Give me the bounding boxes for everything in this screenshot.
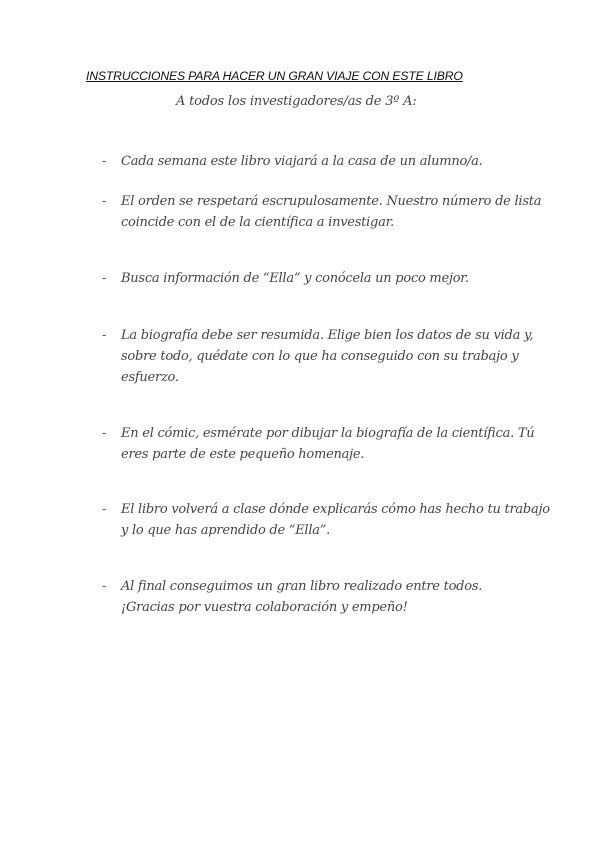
instruction-text [121, 576, 522, 618]
bullet-dash: - [102, 579, 107, 594]
instruction-line: coincide con el de la científica a investigar. [121, 215, 395, 230]
instruction-line: y lo que has aprendido de “Ella”. [121, 523, 331, 538]
instruction-line: Al final conseguimos un gran libro realizado entre todos. [121, 579, 483, 594]
instruction-line: La biografía debe ser resumida. Elige bien los datos de su vida y, [121, 328, 534, 343]
instruction-item-7 [102, 576, 522, 618]
instruction-line: Cada semana este libro viajará a la casa de un alumno/a. [121, 154, 483, 169]
instruction-item-3 [102, 268, 522, 289]
instruction-text [121, 499, 550, 541]
bullet-dash: - [102, 154, 107, 169]
bullet-dash: - [102, 271, 107, 286]
instruction-item-2 [102, 191, 542, 233]
instruction-text [121, 423, 535, 465]
instruction-line: En el cómic, esmérate por dibujar la biografía de la científica. Tú [121, 426, 535, 441]
bullet-dash: - [102, 194, 107, 209]
instruction-line: sobre todo, quédate con lo que ha conseguido con su trabajo y [121, 349, 519, 364]
document-title: INSTRUCCIONES PARA HACER UN GRAN VIAJE CON ESTE LIBRO [86, 69, 463, 83]
bullet-dash: - [102, 502, 107, 517]
instruction-line: Busca información de “Ella” y conócela un poco mejor. [121, 271, 469, 286]
document-subtitle: A todos los investigadores/as de 3º A: [176, 94, 417, 109]
instruction-line: El libro volverá a clase dónde explicarás cómo has hecho tu trabajo [121, 502, 550, 517]
instruction-text [121, 191, 542, 233]
instruction-line: esfuerzo. [121, 370, 179, 385]
instruction-line: eres parte de este pequeño homenaje. [121, 447, 365, 462]
instruction-item-5 [102, 423, 535, 465]
instruction-text [121, 325, 534, 388]
instruction-text [121, 151, 522, 172]
instruction-item-4 [102, 325, 534, 388]
instruction-text [121, 268, 522, 289]
bullet-dash: - [102, 426, 107, 441]
instruction-line: ¡Gracias por vuestra colaboración y empeño! [121, 600, 408, 615]
instruction-line: El orden se respetará escrupulosamente. Nuestro número de lista [121, 194, 542, 209]
bullet-dash: - [102, 328, 107, 343]
instruction-item-6 [102, 499, 550, 541]
instruction-item-1 [102, 151, 522, 172]
